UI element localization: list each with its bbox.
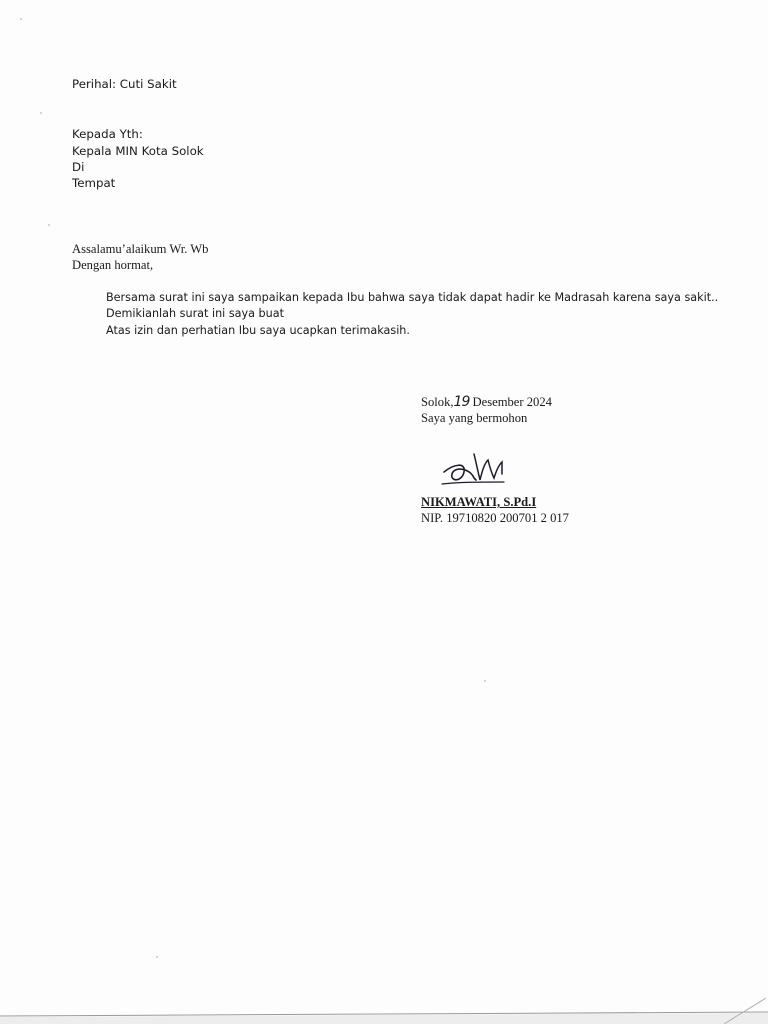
letter-opening: Dengan hormat,: [72, 258, 154, 272]
recipient-di: Di: [72, 160, 85, 174]
scan-bottom-edge: [0, 994, 768, 1024]
scan-speck: [156, 956, 158, 958]
signature-image: [440, 442, 520, 488]
body-paragraph-3: Atas izin dan perhatian Ibu saya ucapkan terimakasih.: [106, 324, 410, 337]
date-month-year: Desember 2024: [469, 395, 552, 409]
body-paragraph-1: Bersama surat ini saya sampaikan kepada Ibu bahwa saya tidak dapat hadir ke Madrasah karena saya sakit..: [106, 291, 719, 304]
scan-speck: [48, 224, 50, 226]
recipient-place: Tempat: [72, 176, 116, 190]
closing-regards: Saya yang bermohon: [421, 411, 528, 425]
letter-date: [421, 394, 552, 410]
date-prefix: Solok,: [421, 395, 454, 409]
date-day-handwritten: 19: [453, 394, 470, 410]
letter-greeting: Assalamu’alaikum Wr. Wb: [72, 242, 209, 256]
letter-subject: Perihal: Cuti Sakit: [72, 77, 177, 91]
scan-speck: [20, 18, 22, 20]
signer-name: NIKMAWATI, S.Pd.I: [421, 495, 537, 509]
recipient-salutation: Kepada Yth:: [72, 127, 143, 141]
body-paragraph-2: Demikianlah surat ini saya buat: [106, 307, 284, 320]
scan-speck: [484, 680, 486, 682]
scan-speck: [40, 112, 42, 114]
signer-nip: NIP. 19710820 200701 2 017: [421, 511, 569, 525]
recipient-name: Kepala MIN Kota Solok: [72, 144, 204, 158]
